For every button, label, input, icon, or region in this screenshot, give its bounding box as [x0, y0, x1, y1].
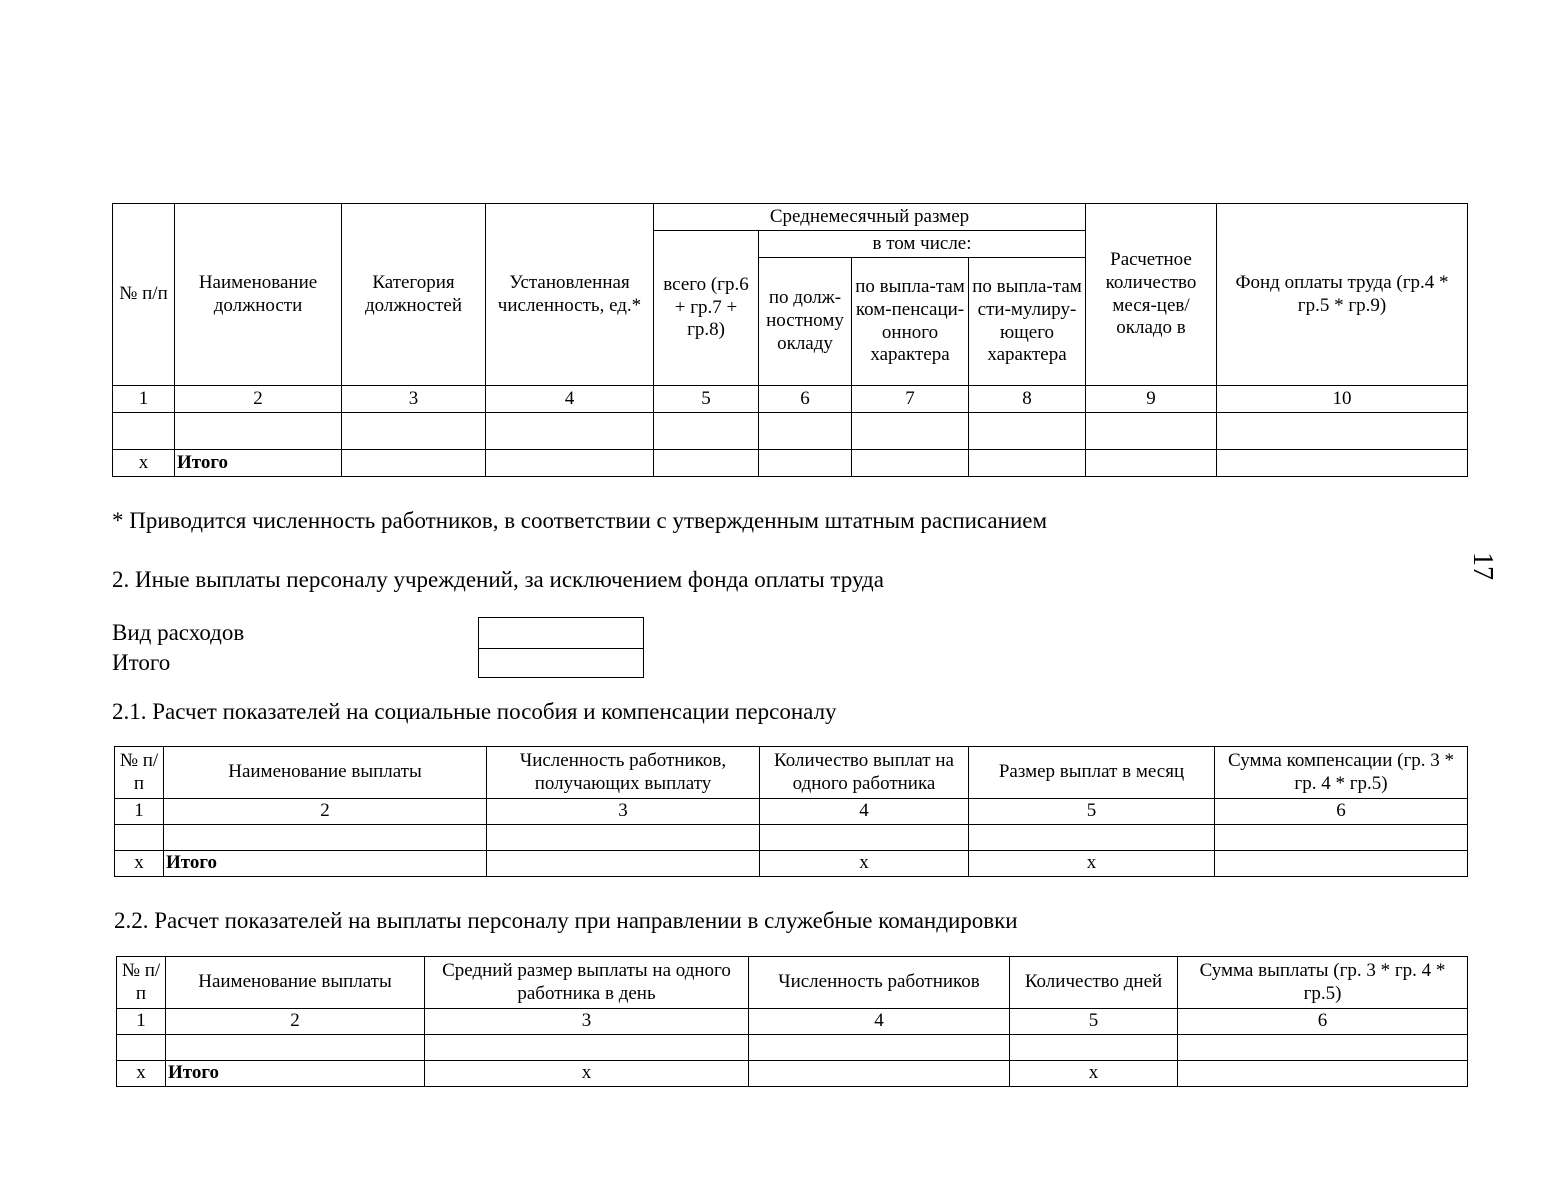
total-row	[115, 851, 1468, 877]
col-header-months: Расчетное количество меся-цев/окладо в	[1086, 204, 1217, 386]
empty-cell[interactable]	[1086, 450, 1217, 477]
col-number: 2	[175, 386, 342, 413]
total-row-num: х	[117, 1061, 166, 1087]
col-number: 4	[749, 1009, 1010, 1035]
col-header-days: Количество дней	[1010, 957, 1178, 1009]
staff-salary-table	[112, 203, 1468, 477]
col-header-worker-count: Численность работников	[749, 957, 1010, 1009]
empty-cell[interactable]	[486, 450, 654, 477]
empty-cell[interactable]	[342, 413, 486, 450]
col-number: 5	[1010, 1009, 1178, 1035]
total-field[interactable]	[478, 647, 644, 678]
col-header-total: всего (гр.6 + гр.7 + гр.8)	[654, 231, 759, 386]
col-header-salary: по долж-ностному окладу	[759, 258, 852, 386]
expense-type-label: Вид расходов	[112, 620, 245, 645]
empty-cell[interactable]	[486, 413, 654, 450]
empty-cell[interactable]	[749, 1035, 1010, 1061]
total-row-num: х	[113, 450, 175, 477]
total-row-x: х	[425, 1061, 749, 1087]
col-header-payment-name: Наименование выплаты	[166, 957, 425, 1009]
section-2-title: 2. Иные выплаты персоналу учреждений, за исключением фонда оплаты труда	[112, 567, 884, 592]
col-number: 4	[486, 386, 654, 413]
col-header-compensation: по выпла-там ком-пенсаци-онного характера	[852, 258, 969, 386]
empty-cell[interactable]	[654, 413, 759, 450]
col-number: 6	[1178, 1009, 1468, 1035]
col-group-header-avg-monthly: Среднемесячный размер	[654, 204, 1086, 231]
empty-cell[interactable]	[852, 450, 969, 477]
table-row	[115, 825, 1468, 851]
col-header-stimulating: по выпла-там сти-мулиру-ющего характера	[969, 258, 1086, 386]
empty-cell[interactable]	[969, 413, 1086, 450]
col-header-num: № п/п	[117, 957, 166, 1009]
col-number: 5	[654, 386, 759, 413]
expense-type-field[interactable]	[478, 617, 644, 649]
col-header-num: № п/п	[115, 747, 164, 799]
empty-cell[interactable]	[1217, 413, 1468, 450]
empty-cell[interactable]	[1086, 413, 1217, 450]
col-header-category: Категория должностей	[342, 204, 486, 386]
footnote: * Приводится численность работников, в соответствии с утвержденным штатным расписанием	[112, 508, 1048, 533]
total-row-label: Итого	[175, 450, 342, 477]
col-number: 1	[113, 386, 175, 413]
empty-cell[interactable]	[759, 450, 852, 477]
total-row	[113, 450, 1468, 477]
total-row-x: х	[760, 851, 969, 877]
empty-cell[interactable]	[760, 825, 969, 851]
total-label: Итого	[112, 650, 171, 675]
empty-cell[interactable]	[654, 450, 759, 477]
empty-cell[interactable]	[969, 825, 1215, 851]
col-number: 6	[759, 386, 852, 413]
empty-cell[interactable]	[1178, 1035, 1468, 1061]
empty-cell[interactable]	[166, 1035, 425, 1061]
empty-cell[interactable]	[1217, 450, 1468, 477]
total-row-label: Итого	[164, 851, 487, 877]
empty-cell[interactable]	[852, 413, 969, 450]
col-header-num: № п/п	[113, 204, 175, 386]
empty-cell[interactable]	[1215, 851, 1468, 877]
col-header-monthly-amount: Размер выплат в месяц	[969, 747, 1215, 799]
col-number: 9	[1086, 386, 1217, 413]
empty-cell[interactable]	[759, 413, 852, 450]
col-number: 5	[969, 799, 1215, 825]
total-row	[117, 1061, 1468, 1087]
section-2-2-title: 2.2. Расчет показателей на выплаты персоналу при направлении в служебные командировки	[114, 908, 1018, 933]
business-trip-table	[116, 956, 1468, 1087]
empty-cell[interactable]	[1178, 1061, 1468, 1087]
total-row-x: х	[969, 851, 1215, 877]
col-number: 4	[760, 799, 969, 825]
col-number: 1	[117, 1009, 166, 1035]
total-row-label: Итого	[166, 1061, 425, 1087]
col-header-staff-count: Установленная численность, ед.*	[486, 204, 654, 386]
col-number: 1	[115, 799, 164, 825]
empty-cell[interactable]	[115, 825, 164, 851]
empty-cell[interactable]	[487, 825, 760, 851]
empty-cell[interactable]	[749, 1061, 1010, 1087]
empty-cell[interactable]	[969, 450, 1086, 477]
col-number: 10	[1217, 386, 1468, 413]
empty-cell[interactable]	[117, 1035, 166, 1061]
col-header-payment-sum: Сумма выплаты (гр. 3 * гр. 4 * гр.5)	[1178, 957, 1468, 1009]
empty-cell[interactable]	[113, 413, 175, 450]
col-number: 8	[969, 386, 1086, 413]
col-header-compensation-sum: Сумма компенсации (гр. 3 * гр. 4 * гр.5)	[1215, 747, 1468, 799]
empty-cell[interactable]	[342, 450, 486, 477]
empty-cell[interactable]	[1215, 825, 1468, 851]
empty-cell[interactable]	[175, 413, 342, 450]
col-number: 3	[425, 1009, 749, 1035]
empty-cell[interactable]	[164, 825, 487, 851]
empty-cell[interactable]	[1010, 1035, 1178, 1061]
page-number: 17	[1467, 552, 1498, 580]
col-number: 2	[166, 1009, 425, 1035]
total-row-x: х	[1010, 1061, 1178, 1087]
total-row-num: х	[115, 851, 164, 877]
col-number: 7	[852, 386, 969, 413]
col-number: 3	[487, 799, 760, 825]
col-header-recipients: Численность работников, получающих выплату	[487, 747, 760, 799]
social-benefits-table	[114, 746, 1468, 877]
table-row	[117, 1035, 1468, 1061]
col-subgroup-header-including: в том числе:	[759, 231, 1086, 258]
col-number: 3	[342, 386, 486, 413]
empty-cell[interactable]	[425, 1035, 749, 1061]
section-2-1-title: 2.1. Расчет показателей на социальные пособия и компенсации персоналу	[112, 699, 837, 724]
col-header-payment-name: Наименование выплаты	[164, 747, 487, 799]
empty-cell[interactable]	[487, 851, 760, 877]
table-row	[113, 413, 1468, 450]
col-header-payments-per-worker: Количество выплат на одного работника	[760, 747, 969, 799]
col-number: 6	[1215, 799, 1468, 825]
col-header-fund: Фонд оплаты труда (гр.4 * гр.5 * гр.9)	[1217, 204, 1468, 386]
col-header-avg-daily-payment: Средний размер выплаты на одного работника в день	[425, 957, 749, 1009]
col-number: 2	[164, 799, 487, 825]
col-header-position-name: Наименование должности	[175, 204, 342, 386]
